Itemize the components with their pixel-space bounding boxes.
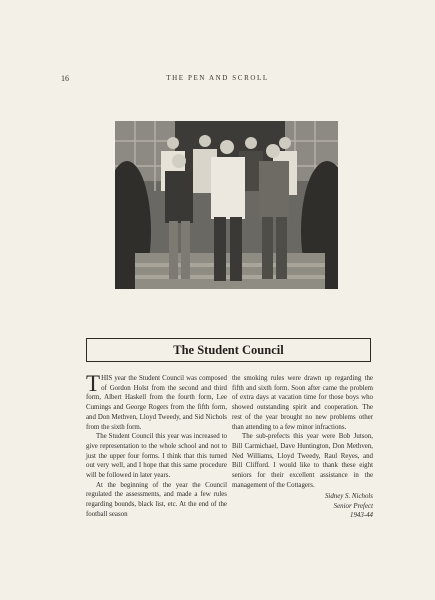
article-title: The Student Council [173, 342, 284, 357]
paragraph-1: THIS year the Student Council was composed of Gordon Holst from the second and third form, Albert Haskell from the fourth form, Lee Cumings and George Rogers from the fifth form, and Don Methven, Lloyd Tweedy, and Sid Nichols from the sixth form. [86, 371, 227, 431]
paragraph-4: the smoking rules were drawn up regarding the fifth and sixth form. Soon after came the problem of extra days at vacation time for those boys who showed outstanding spirit and cooperation. The rest of the year brought no new problems other than attending to a few minor infractions. [232, 375, 373, 431]
running-head: THE PEN AND SCROLL [166, 74, 269, 82]
article-column-left [86, 371, 227, 520]
article-column-right [232, 374, 373, 521]
signature-year: 1943-44 [350, 512, 373, 520]
group-photo [115, 121, 338, 289]
paragraph-5: The sub-prefects this year were Bob Jutson, Bill Carmichael, Dave Huntington, Don Methven, Ned Williams, Lloyd Tweedy, Raul Reyes, and Bill Clifford. I would like to thank these eight seniors for their excellent assistance in the management of the Cottagers. [232, 433, 373, 489]
page-number: 16 [61, 74, 69, 83]
paragraph-2: The Student Council this year was increased to give representation to the whole school and not to just the upper four forms. I think that this turned out very well, and I hope that this same procedure will be followed in later years. [86, 433, 227, 480]
signature-name: Sidney S. Nichols [324, 493, 373, 501]
signature-role: Senior Prefect [333, 502, 373, 510]
drop-cap: T [86, 371, 101, 396]
paragraph-3: At the beginning of the year the Council regulated the assessments, and made a few rules regarding bounds, black list, etc. At the end of the football season [86, 481, 227, 518]
signature-block [232, 492, 373, 520]
article-title-box [86, 338, 371, 362]
